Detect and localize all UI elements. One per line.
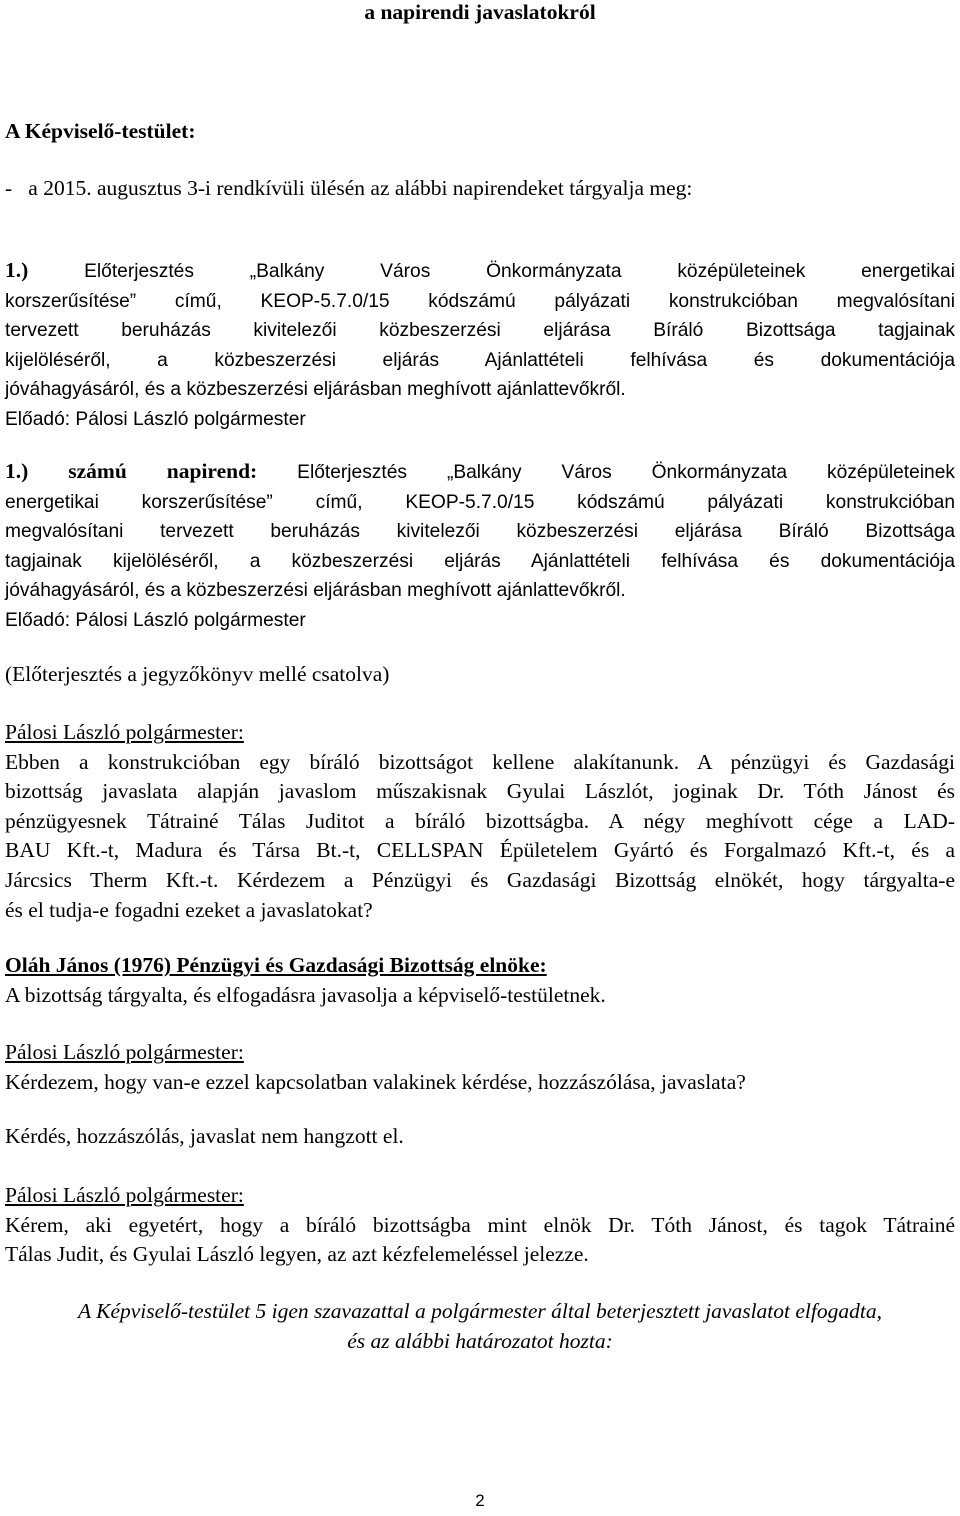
council-title: A Képviselő-testület:: [5, 119, 196, 143]
speech-line: pénzügyesnek Tátrainé Tálas Juditot a bíráló bizottságba. A négy meghívott cége a LAD-: [5, 808, 955, 833]
no-questions-note: Kérdés, hozzászólás, javaslat nem hangzott el.: [5, 1124, 404, 1148]
intro-line: - a 2015. augusztus 3-i rendkívüli ülésén az alábbi napirendeket tárgyalja meg:: [5, 176, 693, 200]
resolution-line: A Képviselő-testület 5 igen szavazattal a polgármester által beterjesztett javaslatot elfogadta,: [78, 1299, 882, 1323]
speaker-name: Pálosi László polgármester:: [5, 1183, 244, 1207]
document-heading: a napirendi javaslatokról: [364, 0, 596, 24]
agenda-item-line-4: tagjainak kijelöléséről, a közbeszerzési eljárás Ajánlattételi felhívása és dokumentációja: [5, 550, 955, 572]
speech-line: és el tudja-e fogadni ezeket a javaslatokat?: [5, 897, 373, 922]
speech-line: Ebben a konstrukcióban egy bíráló bizottságot kellene alakítanunk. A pénzügyi és Gazdasági: [5, 749, 955, 774]
agenda-1-line-4: kijelöléséről, a közbeszerzési eljárás Ajánlattételi felhívása és dokumentációja: [5, 349, 955, 371]
agenda-item-line-3: megvalósítani tervezett beruházás kivitelezői közbeszerzési eljárása Bíráló Bizottsága: [5, 521, 955, 543]
speech-4: [5, 1181, 955, 1270]
agenda-1-line-3: tervezett beruházás kivitelezői közbeszerzési eljárása Bíráló Bizottsága tagjainak: [5, 320, 955, 342]
speech-line: Tálas Judit, és Gyulai László legyen, az azt kézfelemeléssel jelezze.: [5, 1242, 589, 1267]
agenda-1-line-1: 1.) Előterjesztés „Balkány Város Önkormányzata középületeinek energetikai: [5, 258, 955, 282]
speech-line: BAU Kft.-t, Madura és Társa Bt.-t, CELLSPAN Épületelem Gyártó és Forgalmazó Kft.-t, és a: [5, 838, 955, 863]
speech-1: [5, 718, 955, 925]
agenda-item-presenter: Előadó: Pálosi László polgármester: [5, 609, 306, 631]
agenda-item-line-2: energetikai korszerűsítése” című, KEOP-5.7.0/15 kódszámú pályázati konstrukcióban: [5, 491, 955, 513]
speech-line: Kérem, aki egyetért, hogy a bíráló bizottságba mint elnök Dr. Tóth Jánost, és tagok Tátrainé: [5, 1212, 955, 1237]
resolution-statement: [5, 1297, 955, 1356]
agenda-1-line-5: jóváhagyásáról, és a közbeszerzési eljárásban meghívott ajánlattevőkről.: [5, 379, 626, 401]
agenda-item-label: 1.) számú napirend:: [5, 459, 258, 483]
agenda-1-number: 1.): [5, 258, 29, 282]
page-number: 2: [475, 1491, 485, 1510]
agenda-item-line-1: 1.) számú napirend: Előterjesztés „Balkány Város Önkormányzata középületeinek: [5, 459, 955, 483]
agenda-item-line-5: jóváhagyásáról, és a közbeszerzési eljárásban meghívott ajánlattevőkről.: [5, 580, 626, 602]
speech-line: bizottság javaslata alapján javaslom műszakisnak Gyulai Lászlót, joginak Dr. Tóth Jánost és: [5, 779, 955, 804]
speech-3: [5, 1038, 955, 1097]
speaker-name: Pálosi László polgármester:: [5, 1040, 244, 1064]
speaker-name: Oláh János (1976) Pénzügyi és Gazdasági Bizottság elnöke:: [5, 953, 547, 977]
agenda-1: [5, 256, 955, 435]
speech-line: Kérdezem, hogy van-e ezzel kapcsolatban valakinek kérdése, hozzászólása, javaslata?: [5, 1069, 746, 1094]
speech-line: A bizottság tárgyalta, és elfogadásra javasolja a képviselő-testületnek.: [5, 982, 606, 1007]
agenda-item: [5, 457, 955, 636]
resolution-line: és az alábbi határozatot hozta:: [347, 1328, 613, 1353]
agenda-1-line-2: korszerűsítése” című, KEOP-5.7.0/15 kódszámú pályázati konstrukcióban megvalósítani: [5, 290, 955, 312]
speaker-name: Pálosi László polgármester:: [5, 720, 244, 744]
attachment-note: (Előterjesztés a jegyzőkönyv mellé csatolva): [5, 662, 390, 686]
agenda-1-presenter: Előadó: Pálosi László polgármester: [5, 408, 306, 430]
speech-2: [5, 951, 955, 1010]
speech-line: Járcsics Therm Kft.-t. Kérdezem a Pénzügyi és Gazdasági Bizottság elnökét, hogy tárgyalta-e: [5, 867, 955, 892]
